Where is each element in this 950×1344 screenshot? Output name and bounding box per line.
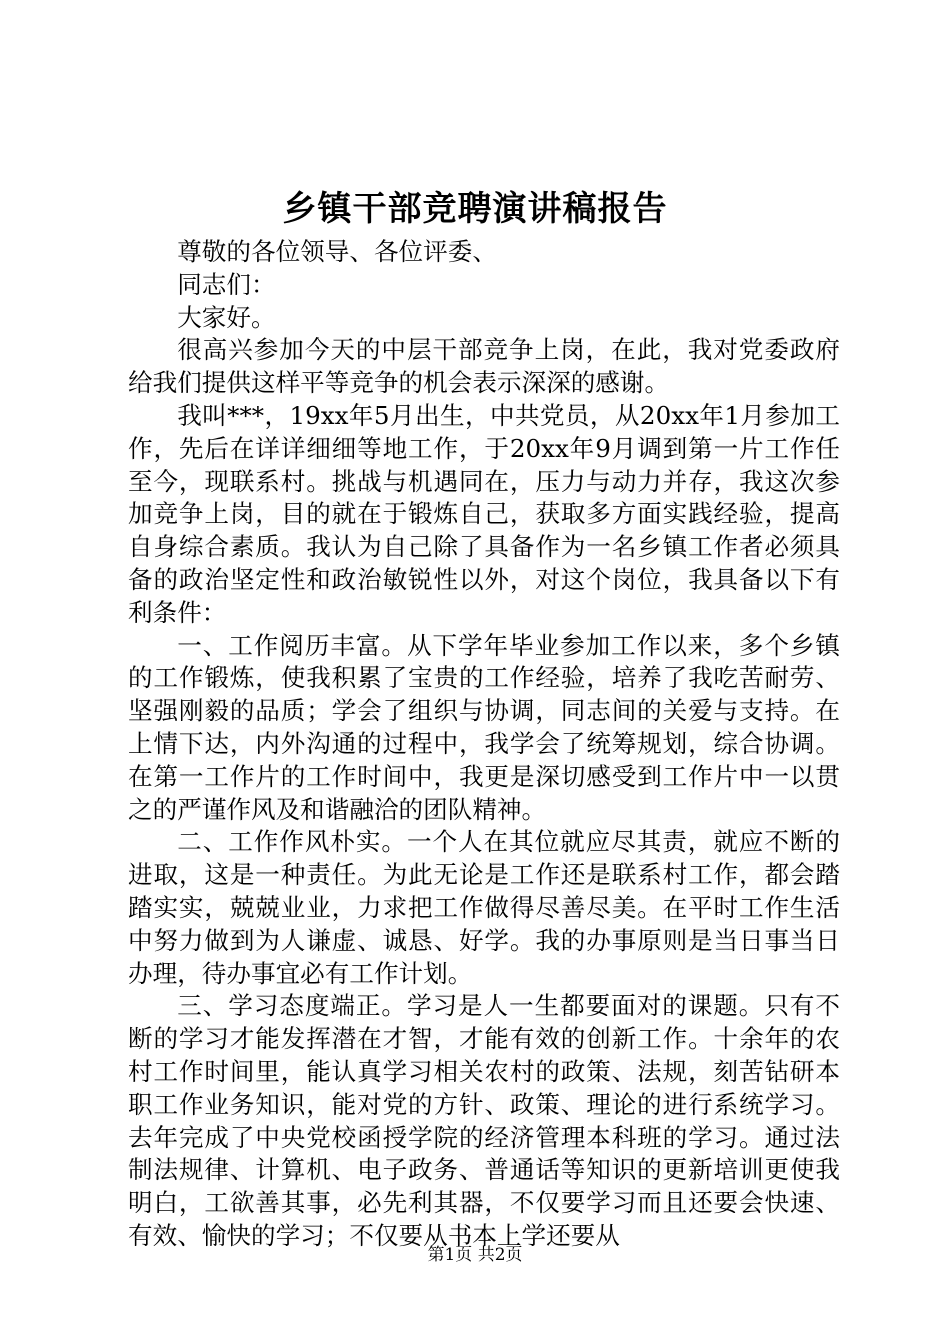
paragraph-salutation-2: 同志们： (177, 269, 276, 299)
document-body (128, 236, 840, 1253)
page-number-footer: 第1页 共2页 (427, 1245, 523, 1265)
paragraph-salutation: 尊敬的各位领导、各位评委、 (177, 237, 497, 266)
paragraph-greeting: 大家好。 (177, 302, 276, 332)
paragraph-introduction: 我叫***，19xx年5月出生，中共党员，从20xx年1月参加工作，先后在详详细细等地工作，于20xx年9月调到第一片工作任至今，现联系村。挑战与机遇同在，压力与动力并存，我这次参加竞争上岗，目的就在于锻炼自己，获取多方面实践经验，提高自身综合素质。我认为自己除了具备作为一名乡镇工作者必须具备的政治坚定性和政治敏锐性以外，对这个岗位，我具备以下有利条件： (128, 400, 840, 627)
paragraph-point-two: 二、工作作风朴实。一个人在其位就应尽其责，就应不断的进取，这是一种责任。为此无论是工作还是联系村工作，都会踏踏实实，兢兢业业，力求把工作做得尽善尽美。在平时工作生活中努力做到为人谦虚、诚恳、好学。我的办事原则是当日事当日办理，待办事宜必有工作计划。 (128, 827, 840, 988)
paragraph-thanks: 很高兴参加今天的中层干部竞争上岗，在此，我对党委政府给我们提供这样平等竞争的机会表示深深的感谢。 (128, 335, 840, 398)
paragraph-point-three: 三、学习态度端正。学习是人一生都要面对的课题。只有不断的学习才能发挥潜在才智，才能有效的创新工作。十余年的农村工作时间里，能认真学习相关农村的政策、法规，刻苦钻研本职工作业务知识，能对党的方针、政策、理论的进行系统学习。去年完成了中央党校函授学院的经济管理本科班的学习。通过法制法规律、计算机、电子政务、普通话等知识的更新培训更使我明白，工欲善其事，必先利其器，不仅要学习而且还要会快速、有效、愉快的学习；不仅要从书本上学还要从 (128, 991, 840, 1250)
paragraph-point-one: 一、工作阅历丰富。从下学年毕业参加工作以来，多个乡镇的工作锻炼，使我积累了宝贵的工作经验，培养了我吃苦耐劳、坚强刚毅的品质；学会了组织与协调，同志间的关爱与支持。在上情下达，内外沟通的过程中，我学会了统筹规划，综合协调。在第一工作片的工作时间中，我更是深切感受到工作片中一以贯之的严谨作风及和谐融洽的团队精神。 (128, 630, 840, 824)
document-title: 乡镇干部竞聘演讲稿报告 (282, 189, 668, 229)
